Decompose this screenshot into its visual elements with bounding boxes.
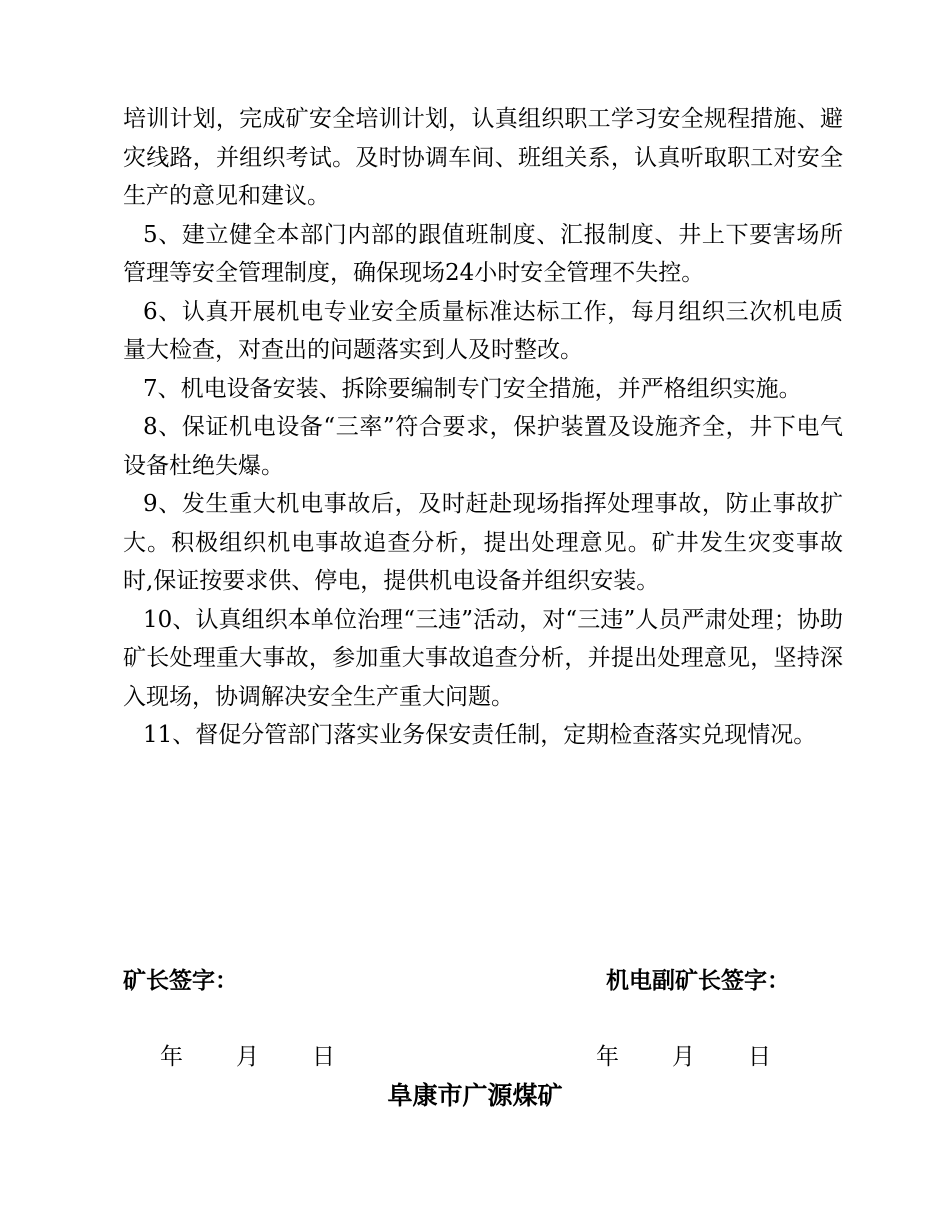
paragraph-4: 7、机电设备安装、拆除要编制专门安全措施，并严格组织实施。 [143, 375, 802, 402]
deputy-director-signature-label: 机电副矿长签字： [606, 967, 790, 994]
paragraph-6: 9、发生重大机电事故后，及时赶赴现场指挥处理事故，防止事故扩大。积极组织机电事故追查分析，提出处理意见。矿井发生灾变事故时,保证按要求供、停电，提供机电设备并组织安装。 [123, 491, 843, 594]
organization-name: 阜康市广源煤矿 [387, 1081, 563, 1110]
right-date-day: 日 [748, 1044, 771, 1070]
paragraph-1: 培训计划，完成矿安全培训计划，认真组织职工学习安全规程措施、避灾线路，并组织考试。及时协调车间、班组关系，认真听取职工对安全生产的意见和建议。 [123, 106, 843, 209]
paragraph-5: 8、保证机电设备“三率”符合要求，保护装置及设施齐全，井下电气设备杜绝失爆。 [123, 414, 843, 479]
body-text [123, 100, 843, 755]
left-date-line [160, 1038, 388, 1071]
paragraph-7: 10、认真组织本单位治理“三违”活动，对“三违”人员严肃处理；协助矿长处理重大事故，参加重大事故追查分析，并提出处理意见，坚持深入现场，协调解决安全生产重大问题。 [123, 606, 843, 710]
left-date-month: 月 [236, 1044, 259, 1070]
right-date-year: 年 [596, 1044, 619, 1070]
left-date-day: 日 [312, 1044, 335, 1070]
right-date-line [596, 1038, 824, 1071]
paragraph-2: 5、建立健全本部门内部的跟值班制度、汇报制度、井上下要害场所管理等安全管理制度，确保现场24小时安全管理不失控。 [123, 221, 843, 286]
left-date-year: 年 [160, 1044, 183, 1070]
right-date-month: 月 [672, 1044, 695, 1070]
mine-director-signature-label: 矿长签字： [123, 967, 238, 994]
paragraph-8: 11、督促分管部门落实业务保安责任制，定期检查落实兑现情况。 [143, 722, 817, 748]
paragraph-3: 6、认真开展机电专业安全质量标准达标工作，每月组织三次机电质量大检查，对查出的问题落实到人及时整改。 [123, 298, 843, 363]
